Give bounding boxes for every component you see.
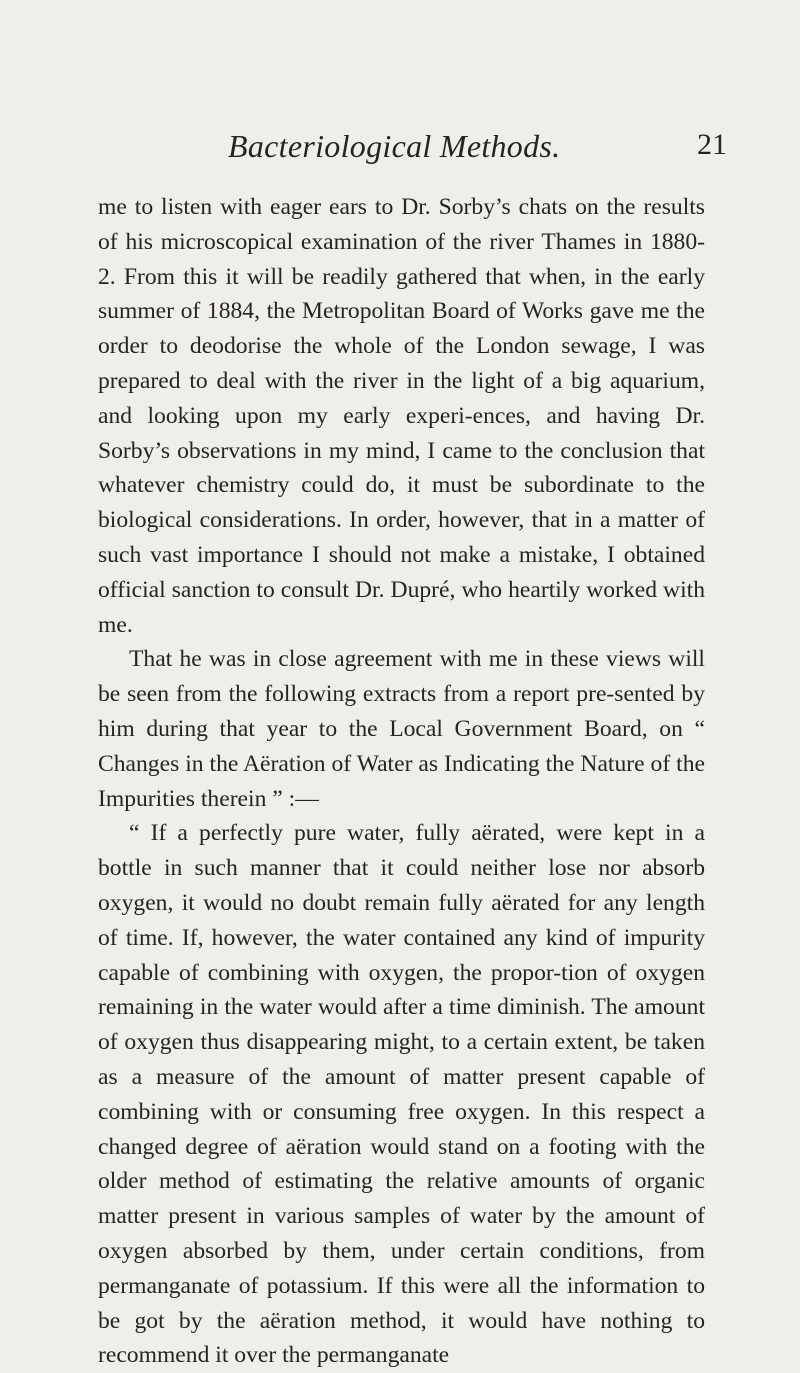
paragraph-continued: me to listen with eager ears to Dr. Sorby’s chats on the results of his microscopical examination of the river Thames in 1880-2. From this it will be readily gathered that when, in the early summer of 1884, the Metropolitan Board of Works gave me the order to deodorise the whole of the London sewage, I was prepared to deal with the river in the light of a big aquarium, and looking upon my early experi-ences, and having Dr. Sorby’s observations in my mind, I came to the conclusion that whatever chemistry could do, it must be subordinate to the biological considerations. In order, however, that in a matter of such vast importance I should not make a mistake, I obtained official sanction to consult Dr. Dupré, who heartily worked with me. [98,194,705,638]
paragraph-dupre-agreement: That he was in close agreement with me in these views will be seen from the following extracts from a report pre-sented by him during that year to the Local Government Board, on “ Changes in the Aëration of Water as Indicating the Nature of the Impurities therein ” :— [98,646,705,812]
page-number: 21 [697,128,727,161]
paragraph-quotation: “ If a perfectly pure water, fully aërated, were kept in a bottle in such manner that it could neither lose nor absorb oxygen, it would no doubt remain fully aërated for any length of time. If, however, the water contained any kind of impurity capable of combining with oxygen, the propor-tion of oxygen remaining in the water would after a time diminish. The amount of oxygen thus disappearing might, to a certain extent, be taken as a measure of the amount of matter present capable of combining with or consuming free oxygen. In this respect a changed degree of aëration would stand on a footing with the older method of estimating the relative amounts of organic matter present in various samples of water by the amount of oxygen absorbed by them, under certain conditions, from permanganate of potassium. If this were all the information to be got by the aëration method, it would have nothing to recommend it over the permanganate [98,820,705,1369]
body-text [98,190,705,1373]
running-title: Bacteriological Methods. [228,128,561,164]
page-header [0,128,800,168]
